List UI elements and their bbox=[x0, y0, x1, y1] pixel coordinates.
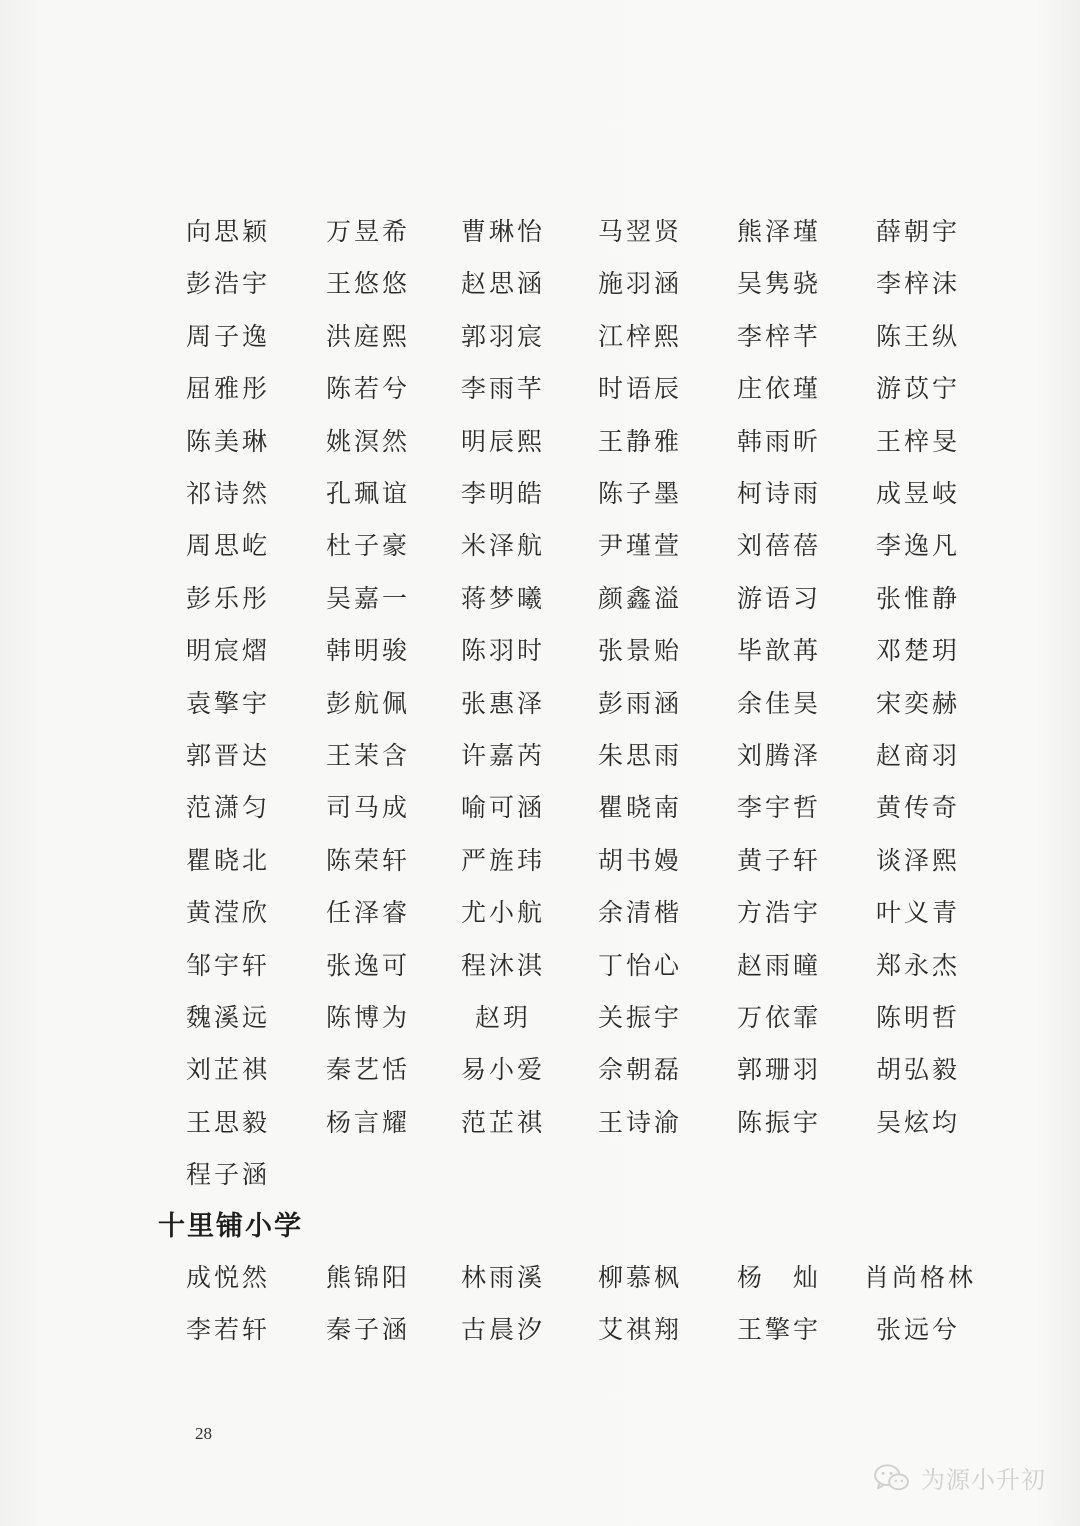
name-entry: 司马成 bbox=[326, 793, 411, 823]
name-entry: 秦子涵 bbox=[326, 1315, 411, 1345]
name-entry: 孔珮谊 bbox=[326, 479, 411, 508]
name-entry: 刘芷祺 bbox=[186, 1055, 271, 1085]
name-entry: 向思颖 bbox=[186, 217, 271, 246]
name-entry: 成悦然 bbox=[186, 1263, 271, 1292]
name-entry: 姚溟然 bbox=[326, 426, 411, 456]
name-entry: 马翌贤 bbox=[598, 217, 683, 246]
name-entry: 喻可涵 bbox=[461, 793, 546, 823]
name-entry: 江梓熙 bbox=[598, 321, 683, 351]
name-entry: 吴炫均 bbox=[876, 1107, 961, 1137]
watermark bbox=[873, 1460, 1046, 1495]
name-entry: 王梓旻 bbox=[876, 426, 961, 456]
name-entry: 丁怡心 bbox=[598, 950, 683, 980]
name-entry: 许嘉芮 bbox=[461, 741, 546, 770]
name-entry: 陈王纵 bbox=[876, 321, 961, 351]
name-entry: 成昱岐 bbox=[876, 479, 961, 508]
name-entry: 陈羽时 bbox=[461, 636, 546, 666]
name-entry: 邓楚玥 bbox=[876, 636, 961, 666]
name-entry: 杨言耀 bbox=[326, 1107, 411, 1137]
name-entry: 游语习 bbox=[737, 583, 822, 613]
name-entry: 谈泽熙 bbox=[876, 845, 961, 875]
name-entry: 黄滢欣 bbox=[186, 898, 271, 928]
name-entry: 方浩宇 bbox=[737, 898, 822, 928]
name-entry: 黄传奇 bbox=[876, 793, 961, 823]
name-entry: 陈荣轩 bbox=[326, 845, 411, 875]
name-entry: 李若轩 bbox=[186, 1315, 271, 1345]
name-entry: 王静雅 bbox=[598, 426, 683, 456]
name-entry: 明宸熠 bbox=[186, 636, 271, 666]
name-entry: 关振宇 bbox=[598, 1003, 683, 1032]
name-entry: 毕歆苒 bbox=[737, 636, 822, 666]
name-entry: 李明皓 bbox=[461, 479, 546, 508]
name-entry: 韩雨昕 bbox=[737, 426, 822, 456]
name-entry: 吴嘉一 bbox=[326, 583, 411, 613]
name-entry: 尹瑾萱 bbox=[598, 531, 683, 561]
name-entry: 李梓芊 bbox=[737, 321, 822, 351]
name-entry: 程子涵 bbox=[186, 1160, 271, 1190]
name-entry: 王思毅 bbox=[186, 1107, 271, 1137]
name-entry: 屈雅彤 bbox=[186, 374, 271, 404]
name-entry: 胡书嫚 bbox=[598, 845, 683, 875]
name-entry: 陈振宇 bbox=[737, 1107, 822, 1137]
name-entry: 王擎宇 bbox=[737, 1315, 822, 1345]
name-entry: 陈博为 bbox=[326, 1003, 411, 1032]
name-entry: 柯诗雨 bbox=[737, 479, 822, 508]
name-entry: 彭浩宇 bbox=[186, 269, 271, 299]
name-entry: 洪庭熙 bbox=[326, 321, 411, 351]
name-entry: 王茉含 bbox=[326, 741, 411, 770]
name-entry: 万昱希 bbox=[326, 217, 411, 246]
name-entry: 蒋梦曦 bbox=[461, 583, 546, 613]
name-entry: 祁诗然 bbox=[186, 479, 271, 508]
name-entry: 范潇匀 bbox=[186, 793, 271, 823]
name-entry: 叶义青 bbox=[876, 898, 961, 928]
name-entry: 万依霏 bbox=[737, 1003, 822, 1032]
name-entry: 庄依瑾 bbox=[737, 374, 822, 404]
name-entry: 刘蓓蓓 bbox=[737, 531, 822, 561]
name-entry: 郭珊羽 bbox=[737, 1055, 822, 1085]
name-entry: 陈美琳 bbox=[186, 426, 271, 456]
name-entry: 王诗渝 bbox=[598, 1107, 683, 1137]
name-entry: 陈若兮 bbox=[326, 374, 411, 404]
name-entry: 张惟静 bbox=[876, 583, 961, 613]
name-entry: 瞿晓北 bbox=[186, 845, 271, 875]
name-entry: 魏溪远 bbox=[186, 1003, 271, 1032]
name-entry: 严旌玮 bbox=[461, 845, 546, 875]
name-entry: 黄子轩 bbox=[737, 845, 822, 875]
name-entry: 艾祺翔 bbox=[598, 1315, 683, 1345]
name-entry: 赵玥 bbox=[475, 1003, 532, 1032]
name-entry: 邹宇轩 bbox=[186, 950, 271, 980]
name-entry: 朱思雨 bbox=[598, 741, 683, 770]
name-entry: 赵商羽 bbox=[876, 741, 961, 770]
name-entry: 李雨芊 bbox=[461, 374, 546, 404]
name-entry: 陈子墨 bbox=[598, 479, 683, 508]
name-entry: 颜鑫溢 bbox=[598, 583, 683, 613]
name-entry: 郭晋达 bbox=[186, 741, 271, 770]
name-entry: 游苡宁 bbox=[876, 374, 961, 404]
name-entry: 米泽航 bbox=[461, 531, 546, 561]
name-entry: 彭航佩 bbox=[326, 688, 411, 718]
name-entry: 柳慕枫 bbox=[598, 1263, 683, 1292]
name-entry: 张逸可 bbox=[326, 950, 411, 980]
name-entry: 秦艺恬 bbox=[326, 1055, 411, 1085]
wechat-icon bbox=[873, 1463, 911, 1493]
name-entry: 佘朝磊 bbox=[598, 1055, 683, 1085]
name-entry: 杨 灿 bbox=[737, 1263, 822, 1292]
name-entry: 李梓沫 bbox=[876, 269, 961, 299]
name-entry: 曹琳怡 bbox=[461, 217, 546, 246]
name-entry: 易小爱 bbox=[461, 1055, 546, 1085]
name-entry: 古晨汐 bbox=[461, 1315, 546, 1345]
name-entry: 张惠泽 bbox=[461, 688, 546, 718]
name-entry: 任泽睿 bbox=[326, 898, 411, 928]
name-entry: 吴隽骁 bbox=[737, 269, 822, 299]
name-entry: 李逸凡 bbox=[876, 531, 961, 561]
name-entry: 袁擎宇 bbox=[186, 688, 271, 718]
name-entry: 胡弘毅 bbox=[876, 1055, 961, 1085]
name-entry: 时语辰 bbox=[598, 374, 683, 404]
name-entry: 熊锦阳 bbox=[326, 1263, 411, 1292]
section-title: 十里铺小学 bbox=[158, 1211, 303, 1242]
name-entry: 宋奕赫 bbox=[876, 688, 961, 718]
name-entry: 郭羽宸 bbox=[461, 321, 546, 351]
name-entry: 瞿晓南 bbox=[598, 793, 683, 823]
name-entry: 程沐淇 bbox=[461, 950, 546, 980]
name-entry: 韩明骏 bbox=[326, 636, 411, 666]
name-entry: 张景贻 bbox=[598, 636, 683, 666]
name-entry: 施羽涵 bbox=[598, 269, 683, 299]
name-entry: 赵雨曈 bbox=[737, 950, 822, 980]
name-entry: 郑永杰 bbox=[876, 950, 961, 980]
name-entry: 刘腾泽 bbox=[737, 741, 822, 770]
name-entry: 周思屹 bbox=[186, 531, 271, 561]
name-entry: 杜子豪 bbox=[326, 531, 411, 561]
name-entry: 赵思涵 bbox=[461, 269, 546, 299]
name-entry: 肖尚格林 bbox=[864, 1263, 977, 1292]
name-entry: 彭雨涵 bbox=[598, 688, 683, 718]
name-entry: 周子逸 bbox=[186, 321, 271, 351]
name-entry: 张远兮 bbox=[876, 1315, 961, 1345]
page-number: 28 bbox=[195, 1424, 212, 1443]
name-entry: 明辰熙 bbox=[461, 426, 546, 456]
name-entry: 尤小航 bbox=[461, 898, 546, 928]
name-entry: 陈明哲 bbox=[876, 1003, 961, 1032]
name-entry: 余佳昊 bbox=[737, 688, 822, 718]
name-entry: 王悠悠 bbox=[326, 269, 411, 299]
name-entry: 熊泽瑾 bbox=[737, 217, 822, 246]
name-entry: 林雨溪 bbox=[461, 1263, 546, 1292]
name-entry: 余清楷 bbox=[598, 898, 683, 928]
watermark-text: 为源小升初 bbox=[921, 1466, 1046, 1494]
name-entry: 范芷祺 bbox=[461, 1107, 546, 1137]
name-entry: 李宇哲 bbox=[737, 793, 822, 823]
name-entry: 薛朝宇 bbox=[876, 217, 961, 246]
name-entry: 彭乐彤 bbox=[186, 583, 271, 613]
